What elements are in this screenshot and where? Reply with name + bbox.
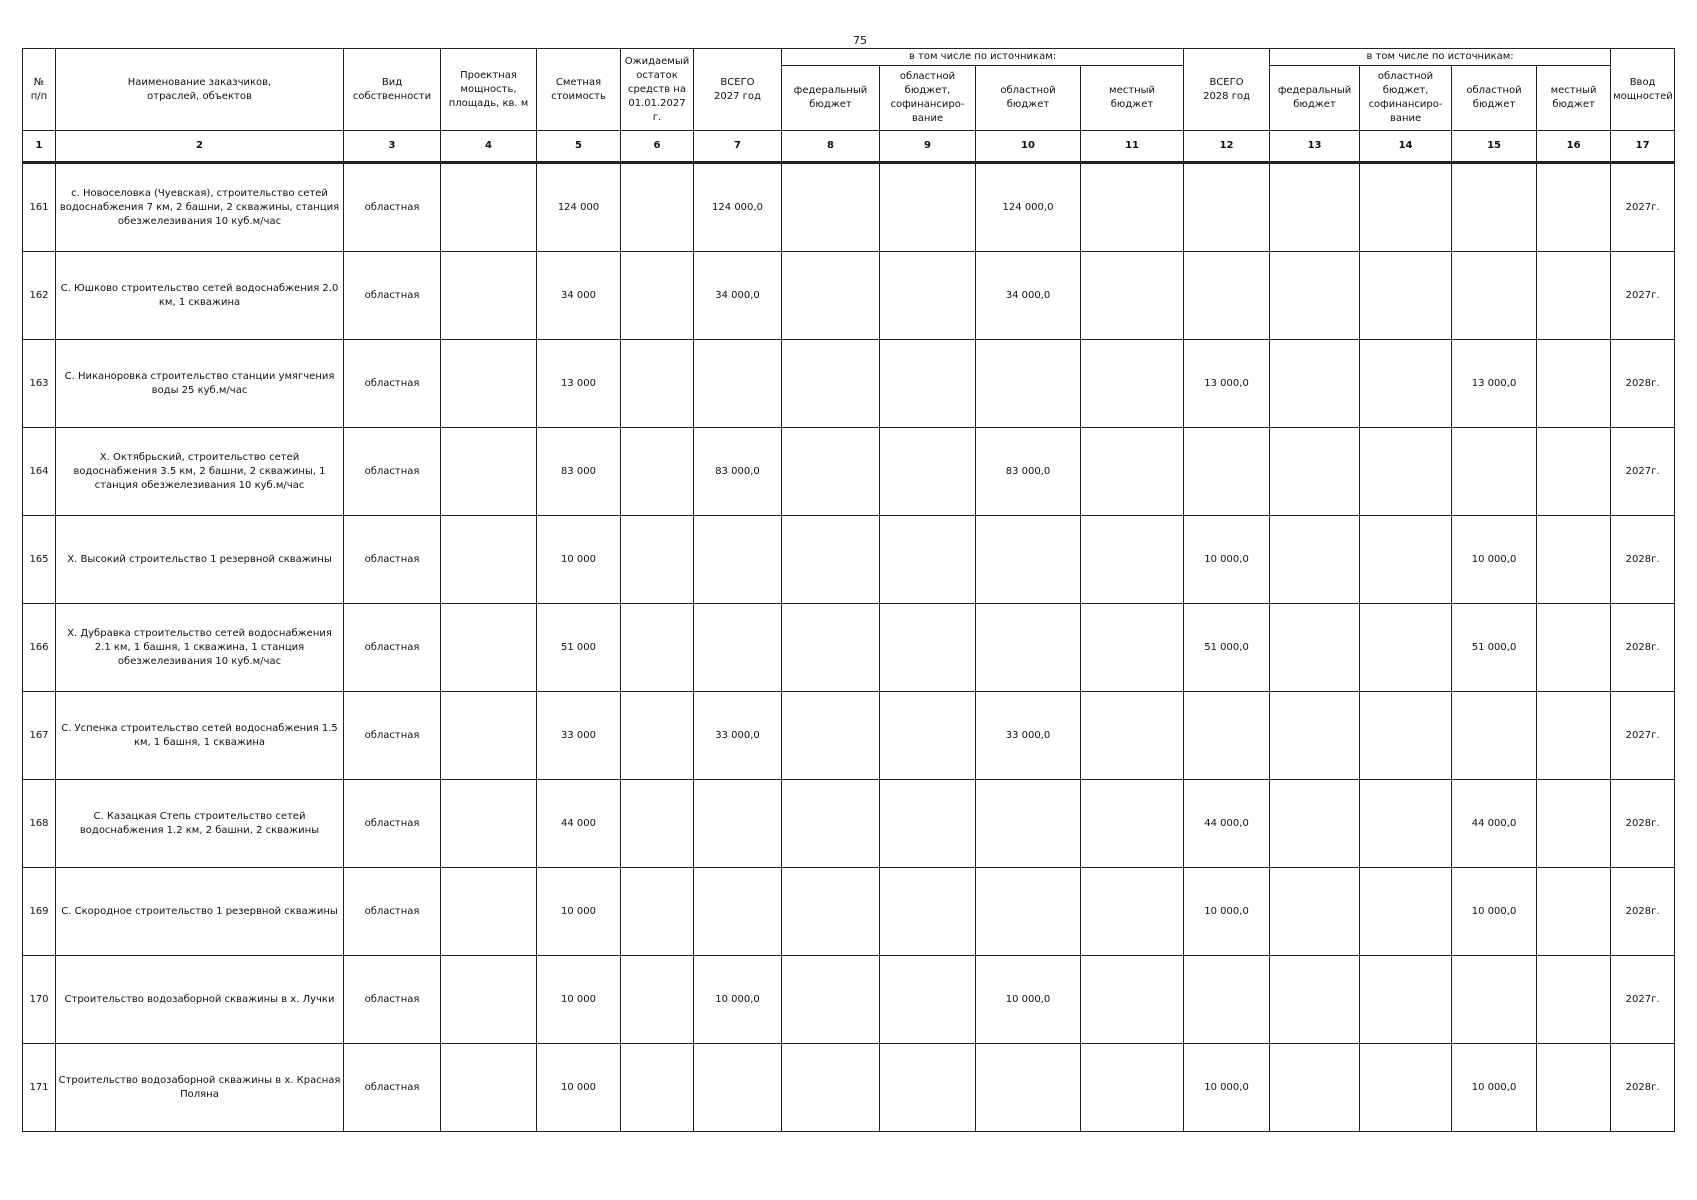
table-row <box>23 516 1675 604</box>
estimated-cost: 10 000 <box>537 516 621 604</box>
row-number: 165 <box>23 516 56 604</box>
local-budget-2027 <box>1081 163 1184 252</box>
regional-budget-2028 <box>1452 252 1537 340</box>
expected-remainder <box>621 692 694 780</box>
page-number: 75 <box>853 34 867 47</box>
column-number: 1 <box>23 131 56 163</box>
row-number: 162 <box>23 252 56 340</box>
object-name: С. Скородное строительство 1 резервной скважины <box>56 868 344 956</box>
ownership-type: областная <box>344 1044 441 1132</box>
row-number: 171 <box>23 1044 56 1132</box>
regional-cofinancing-2027 <box>880 516 976 604</box>
estimated-cost: 10 000 <box>537 1044 621 1132</box>
regional-cofinancing-2027 <box>880 340 976 428</box>
total-2028: 13 000,0 <box>1184 340 1270 428</box>
expected-remainder <box>621 428 694 516</box>
regional-cofinancing-2028 <box>1360 252 1452 340</box>
federal-budget-2027 <box>782 1044 880 1132</box>
ownership-type: областная <box>344 340 441 428</box>
budget-table <box>22 48 1675 1132</box>
commissioning-year: 2028г. <box>1611 1044 1675 1132</box>
table-body <box>23 163 1675 1132</box>
design-capacity <box>441 516 537 604</box>
column-number: 3 <box>344 131 441 163</box>
table-row <box>23 163 1675 252</box>
column-number: 10 <box>976 131 1081 163</box>
commissioning-year: 2027г. <box>1611 163 1675 252</box>
estimated-cost: 44 000 <box>537 780 621 868</box>
regional-cofinancing-2027 <box>880 692 976 780</box>
design-capacity <box>441 868 537 956</box>
estimated-cost: 10 000 <box>537 956 621 1044</box>
total-2028: 51 000,0 <box>1184 604 1270 692</box>
table-row <box>23 868 1675 956</box>
header-local-2028: местный бюджет <box>1537 66 1611 131</box>
regional-budget-2027: 10 000,0 <box>976 956 1081 1044</box>
estimated-cost: 124 000 <box>537 163 621 252</box>
regional-budget-2027 <box>976 1044 1081 1132</box>
regional-cofinancing-2027 <box>880 252 976 340</box>
federal-budget-2028 <box>1270 956 1360 1044</box>
regional-budget-2027 <box>976 516 1081 604</box>
regional-budget-2028: 51 000,0 <box>1452 604 1537 692</box>
total-2028 <box>1184 163 1270 252</box>
ownership-type: областная <box>344 604 441 692</box>
row-number: 163 <box>23 340 56 428</box>
expected-remainder <box>621 780 694 868</box>
header-remainder: Ожидаемый остаток средств на 01.01.2027 г. <box>621 49 694 131</box>
federal-budget-2028 <box>1270 163 1360 252</box>
header-total-2027: ВСЕГО 2027 год <box>694 49 782 131</box>
local-budget-2027 <box>1081 868 1184 956</box>
ownership-type: областная <box>344 868 441 956</box>
table-row <box>23 252 1675 340</box>
local-budget-2027 <box>1081 780 1184 868</box>
object-name: С. Юшково строительство сетей водоснабжения 2.0 км, 1 скважина <box>56 252 344 340</box>
local-budget-2028 <box>1537 516 1611 604</box>
commissioning-year: 2027г. <box>1611 692 1675 780</box>
regional-budget-2028: 10 000,0 <box>1452 1044 1537 1132</box>
regional-budget-2028 <box>1452 692 1537 780</box>
regional-budget-2027: 33 000,0 <box>976 692 1081 780</box>
ownership-type: областная <box>344 252 441 340</box>
header-regional-2027: областной бюджет <box>976 66 1081 131</box>
ownership-type: областная <box>344 516 441 604</box>
regional-cofinancing-2028 <box>1360 780 1452 868</box>
estimated-cost: 33 000 <box>537 692 621 780</box>
expected-remainder <box>621 868 694 956</box>
federal-budget-2028 <box>1270 1044 1360 1132</box>
regional-budget-2028 <box>1452 428 1537 516</box>
expected-remainder <box>621 516 694 604</box>
design-capacity <box>441 604 537 692</box>
total-2027: 33 000,0 <box>694 692 782 780</box>
object-name: С. Успенка строительство сетей водоснабжения 1.5 км, 1 башня, 1 скважина <box>56 692 344 780</box>
header-estimate: Сметная стоимость <box>537 49 621 131</box>
federal-budget-2028 <box>1270 428 1360 516</box>
table-row <box>23 604 1675 692</box>
design-capacity <box>441 956 537 1044</box>
column-number: 14 <box>1360 131 1452 163</box>
header-local-2027: местный бюджет <box>1081 66 1184 131</box>
federal-budget-2028 <box>1270 516 1360 604</box>
federal-budget-2028 <box>1270 868 1360 956</box>
table-row <box>23 340 1675 428</box>
regional-cofinancing-2028 <box>1360 868 1452 956</box>
header-total-2028: ВСЕГО 2028 год <box>1184 49 1270 131</box>
regional-cofinancing-2027 <box>880 956 976 1044</box>
commissioning-year: 2027г. <box>1611 956 1675 1044</box>
federal-budget-2027 <box>782 340 880 428</box>
total-2027 <box>694 780 782 868</box>
object-name: с. Новоселовка (Чуевская), строительство сетей водоснабжения 7 км, 2 башни, 2 скважины, станция обезжелезивания 10 куб.м/час <box>56 163 344 252</box>
column-number: 13 <box>1270 131 1360 163</box>
column-number-row <box>23 131 1675 163</box>
total-2027: 10 000,0 <box>694 956 782 1044</box>
local-budget-2027 <box>1081 692 1184 780</box>
row-number: 169 <box>23 868 56 956</box>
expected-remainder <box>621 252 694 340</box>
design-capacity <box>441 692 537 780</box>
estimated-cost: 34 000 <box>537 252 621 340</box>
object-name: Строительство водозаборной скважины в х. Красная Поляна <box>56 1044 344 1132</box>
regional-cofinancing-2027 <box>880 163 976 252</box>
design-capacity <box>441 252 537 340</box>
object-name: С. Никаноровка строительство станции умягчения воды 25 куб.м/час <box>56 340 344 428</box>
estimated-cost: 13 000 <box>537 340 621 428</box>
column-number: 17 <box>1611 131 1675 163</box>
regional-budget-2027 <box>976 780 1081 868</box>
local-budget-2028 <box>1537 956 1611 1044</box>
local-budget-2027 <box>1081 516 1184 604</box>
local-budget-2028 <box>1537 340 1611 428</box>
row-number: 167 <box>23 692 56 780</box>
commissioning-year: 2027г. <box>1611 428 1675 516</box>
regional-budget-2028: 44 000,0 <box>1452 780 1537 868</box>
federal-budget-2028 <box>1270 780 1360 868</box>
regional-cofinancing-2028 <box>1360 428 1452 516</box>
federal-budget-2027 <box>782 163 880 252</box>
total-2027: 83 000,0 <box>694 428 782 516</box>
regional-budget-2027 <box>976 604 1081 692</box>
regional-cofinancing-2027 <box>880 780 976 868</box>
federal-budget-2028 <box>1270 692 1360 780</box>
local-budget-2027 <box>1081 956 1184 1044</box>
total-2028: 10 000,0 <box>1184 1044 1270 1132</box>
federal-budget-2027 <box>782 780 880 868</box>
total-2028: 10 000,0 <box>1184 516 1270 604</box>
local-budget-2027 <box>1081 428 1184 516</box>
table-row <box>23 428 1675 516</box>
local-budget-2028 <box>1537 604 1611 692</box>
object-name: Х. Октябрьский, строительство сетей водоснабжения 3.5 км, 2 башни, 2 скважины, 1 станция обезжелезивания 10 куб.м/час <box>56 428 344 516</box>
federal-budget-2027 <box>782 604 880 692</box>
column-number: 8 <box>782 131 880 163</box>
federal-budget-2027 <box>782 956 880 1044</box>
federal-budget-2028 <box>1270 252 1360 340</box>
commissioning-year: 2028г. <box>1611 340 1675 428</box>
regional-cofinancing-2028 <box>1360 692 1452 780</box>
row-number: 164 <box>23 428 56 516</box>
column-number: 11 <box>1081 131 1184 163</box>
federal-budget-2027 <box>782 428 880 516</box>
regional-cofinancing-2027 <box>880 604 976 692</box>
table-row <box>23 956 1675 1044</box>
regional-cofinancing-2028 <box>1360 604 1452 692</box>
ownership-type: областная <box>344 692 441 780</box>
federal-budget-2027 <box>782 692 880 780</box>
regional-cofinancing-2028 <box>1360 1044 1452 1132</box>
regional-budget-2028: 13 000,0 <box>1452 340 1537 428</box>
ownership-type: областная <box>344 780 441 868</box>
row-number: 161 <box>23 163 56 252</box>
local-budget-2027 <box>1081 340 1184 428</box>
local-budget-2028 <box>1537 163 1611 252</box>
expected-remainder <box>621 956 694 1044</box>
design-capacity <box>441 780 537 868</box>
table-row <box>23 692 1675 780</box>
regional-budget-2028 <box>1452 163 1537 252</box>
header-regional-cofin-2027: областной бюджет, софинансиро- вание <box>880 66 976 131</box>
header-federal-2028: федеральный бюджет <box>1270 66 1360 131</box>
total-2027 <box>694 516 782 604</box>
object-name: Х. Высокий строительство 1 резервной скважины <box>56 516 344 604</box>
federal-budget-2027 <box>782 868 880 956</box>
header-capacity: Проектная мощность, площадь, кв. м <box>441 49 537 131</box>
header-commissioning: Ввод мощностей <box>1611 49 1675 131</box>
object-name: Х. Дубравка строительство сетей водоснабжения 2.1 км, 1 башня, 1 скважина, 1 станция обезжелезивания 10 куб.м/час <box>56 604 344 692</box>
estimated-cost: 83 000 <box>537 428 621 516</box>
expected-remainder <box>621 340 694 428</box>
column-number: 15 <box>1452 131 1537 163</box>
local-budget-2028 <box>1537 252 1611 340</box>
local-budget-2028 <box>1537 868 1611 956</box>
column-number: 5 <box>537 131 621 163</box>
regional-budget-2027: 34 000,0 <box>976 252 1081 340</box>
design-capacity <box>441 340 537 428</box>
regional-budget-2028: 10 000,0 <box>1452 868 1537 956</box>
total-2027 <box>694 868 782 956</box>
column-number: 2 <box>56 131 344 163</box>
column-number: 12 <box>1184 131 1270 163</box>
ownership-type: областная <box>344 956 441 1044</box>
ownership-type: областная <box>344 428 441 516</box>
header-name: Наименование заказчиков, отраслей, объектов <box>56 49 344 131</box>
regional-cofinancing-2028 <box>1360 340 1452 428</box>
table-row <box>23 780 1675 868</box>
object-name: Строительство водозаборной скважины в х. Лучки <box>56 956 344 1044</box>
table-row <box>23 1044 1675 1132</box>
federal-budget-2027 <box>782 516 880 604</box>
regional-cofinancing-2028 <box>1360 516 1452 604</box>
row-number: 170 <box>23 956 56 1044</box>
local-budget-2027 <box>1081 1044 1184 1132</box>
design-capacity <box>441 428 537 516</box>
total-2028 <box>1184 252 1270 340</box>
total-2028: 44 000,0 <box>1184 780 1270 868</box>
column-number: 9 <box>880 131 976 163</box>
total-2027: 34 000,0 <box>694 252 782 340</box>
expected-remainder <box>621 1044 694 1132</box>
local-budget-2028 <box>1537 692 1611 780</box>
estimated-cost: 10 000 <box>537 868 621 956</box>
commissioning-year: 2028г. <box>1611 780 1675 868</box>
column-number: 4 <box>441 131 537 163</box>
header-regional-cofin-2028: областной бюджет, софинансиро- вание <box>1360 66 1452 131</box>
total-2028: 10 000,0 <box>1184 868 1270 956</box>
expected-remainder <box>621 163 694 252</box>
expected-remainder <box>621 604 694 692</box>
total-2027 <box>694 340 782 428</box>
regional-cofinancing-2028 <box>1360 163 1452 252</box>
federal-budget-2028 <box>1270 340 1360 428</box>
federal-budget-2028 <box>1270 604 1360 692</box>
commissioning-year: 2028г. <box>1611 604 1675 692</box>
header-sources-2027: в том числе по источникам: <box>782 49 1184 66</box>
local-budget-2028 <box>1537 780 1611 868</box>
local-budget-2027 <box>1081 252 1184 340</box>
ownership-type: областная <box>344 163 441 252</box>
federal-budget-2027 <box>782 252 880 340</box>
total-2027 <box>694 1044 782 1132</box>
commissioning-year: 2028г. <box>1611 516 1675 604</box>
design-capacity <box>441 1044 537 1132</box>
column-number: 16 <box>1537 131 1611 163</box>
column-number: 7 <box>694 131 782 163</box>
total-2028 <box>1184 956 1270 1044</box>
total-2028 <box>1184 692 1270 780</box>
object-name: С. Казацкая Степь строительство сетей водоснабжения 1.2 км, 2 башни, 2 скважины <box>56 780 344 868</box>
regional-cofinancing-2028 <box>1360 956 1452 1044</box>
header-sources-2028: в том числе по источникам: <box>1270 49 1611 66</box>
total-2027 <box>694 604 782 692</box>
regional-cofinancing-2027 <box>880 868 976 956</box>
local-budget-2028 <box>1537 428 1611 516</box>
header-num: № п/п <box>23 49 56 131</box>
local-budget-2028 <box>1537 1044 1611 1132</box>
commissioning-year: 2028г. <box>1611 868 1675 956</box>
header-federal-2027: федеральный бюджет <box>782 66 880 131</box>
design-capacity <box>441 163 537 252</box>
header-ownership: Вид собственности <box>344 49 441 131</box>
regional-budget-2027 <box>976 340 1081 428</box>
local-budget-2027 <box>1081 604 1184 692</box>
commissioning-year: 2027г. <box>1611 252 1675 340</box>
row-number: 166 <box>23 604 56 692</box>
header-regional-2028: областной бюджет <box>1452 66 1537 131</box>
regional-budget-2028: 10 000,0 <box>1452 516 1537 604</box>
regional-budget-2027: 83 000,0 <box>976 428 1081 516</box>
regional-cofinancing-2027 <box>880 428 976 516</box>
regional-budget-2027: 124 000,0 <box>976 163 1081 252</box>
column-number: 6 <box>621 131 694 163</box>
total-2028 <box>1184 428 1270 516</box>
row-number: 168 <box>23 780 56 868</box>
total-2027: 124 000,0 <box>694 163 782 252</box>
regional-cofinancing-2027 <box>880 1044 976 1132</box>
regional-budget-2028 <box>1452 956 1537 1044</box>
regional-budget-2027 <box>976 868 1081 956</box>
estimated-cost: 51 000 <box>537 604 621 692</box>
